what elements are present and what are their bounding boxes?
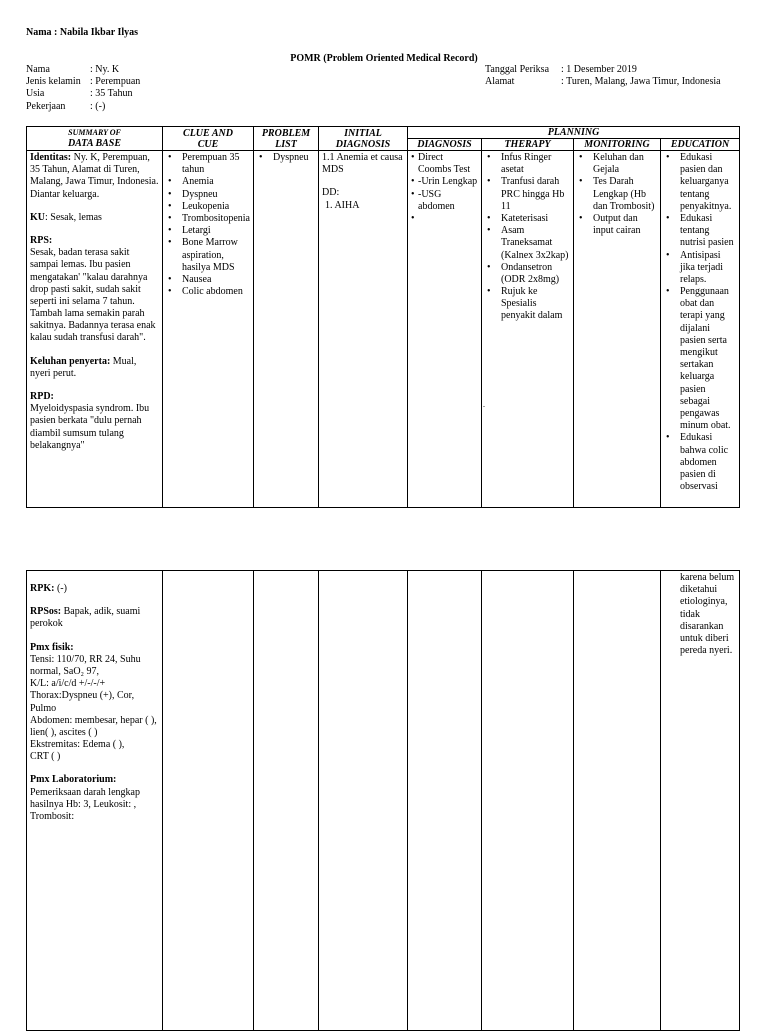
diagnosis-cell <box>408 151 482 508</box>
col-monitoring-header: MONITORING <box>574 139 661 151</box>
patient-identity <box>26 64 140 113</box>
clue-l1: CLUE AND <box>183 127 233 139</box>
col-education-header: EDUCATION <box>661 139 740 151</box>
rpk-text: (-) <box>54 583 67 594</box>
initial-diagnosis-cell-cont <box>319 571 408 1031</box>
col-problem-header <box>254 127 319 151</box>
dd-item: 1. AIHA <box>325 199 360 211</box>
initial-l1: INITIAL <box>344 127 382 139</box>
rpsos <box>30 606 159 630</box>
patient-age-row <box>26 88 140 100</box>
education-list <box>664 152 736 493</box>
value: : 35 Tahun <box>90 88 133 100</box>
rpk <box>30 583 159 595</box>
list-item: • Edukasi bahwa colic abdomen pasien di observasi <box>664 432 736 493</box>
stray-mark: . <box>483 400 485 409</box>
student-name: Nama : Nabila Ikbar Ilyas <box>26 27 139 38</box>
problem-list <box>257 152 315 164</box>
clue-l2: CUE <box>197 138 219 150</box>
value: : 1 Desember 2019 <box>561 64 637 75</box>
list-item: • Output dan input cairan <box>577 213 657 237</box>
list-item: • Direct Coombs Test <box>411 152 478 176</box>
col-summary-header <box>27 127 163 151</box>
monitoring-cell-cont <box>574 571 661 1031</box>
exam-date-row <box>485 64 721 76</box>
identitas-text: Ny. K, Perempuan, 35 Tahun, Alamat di Turen, Malang, Jawa Timur, Indonesia. Diantar keluarga. <box>30 152 159 200</box>
pmx-line: CRT ( ) <box>30 751 61 763</box>
exam-info <box>485 64 721 88</box>
list-item: • Tes Darah Lengkap (Hb dan Trombosit) <box>577 176 657 213</box>
rpsos-label: RPSos: <box>30 606 62 618</box>
education-cell-cont <box>661 571 740 1031</box>
document-title: POMR (Problem Oriented Medical Record) <box>290 53 478 64</box>
lab-text: Pemeriksaan darah lengkap hasilnya Hb: 3, Leukosit: , Trombosit: <box>30 786 140 822</box>
pmx-line: Ekstremitas: Edema ( ), <box>30 739 125 751</box>
list-item: • Infus Ringer asetat <box>485 152 570 176</box>
value: : (-) <box>90 100 106 112</box>
label: Usia <box>26 88 45 100</box>
problem-l2: LIST <box>275 138 297 150</box>
list-item: • Tranfusi darah PRC hingga Hb 11 <box>485 176 570 213</box>
address-row <box>485 76 721 88</box>
diagnosis-cell-cont <box>408 571 482 1031</box>
list-item: • Kateterisasi <box>485 213 570 225</box>
list-item: • -USG abdomen <box>411 189 478 213</box>
list-item: • Leukopenia <box>166 201 250 213</box>
pomr-table-page1 <box>26 126 740 508</box>
lab-label: Pmx Laboratorium: <box>30 774 117 786</box>
summary-big: DATA BASE <box>67 137 122 149</box>
identitas <box>30 152 159 201</box>
education-continued: karena belum diketahui etiologinya, tidak disarankan untuk diberi pereda nyeri. <box>680 572 735 657</box>
pmx-line: K/L: a/i/c/d +/-/-/+ <box>30 678 106 690</box>
value: : Ny. K <box>90 64 120 75</box>
list-item: • -Urin Lengkap <box>411 176 478 188</box>
keluhan-label: Keluhan penyerta: <box>30 355 111 367</box>
pmx-line: Abdomen: membesar, hepar ( ), lien( ), ascites ( ) <box>30 714 157 738</box>
initial-l2: DIAGNOSIS <box>335 138 391 150</box>
therapy-cell-cont <box>482 571 574 1031</box>
col-initial-header <box>319 127 408 151</box>
list-item: • Rujuk ke Spesialis penyakit dalam <box>485 286 570 323</box>
database-cell <box>27 151 163 508</box>
list-item: • Colic abdomen <box>166 286 250 298</box>
ku-text: : Sesak, lemas <box>45 211 102 223</box>
list-item: • Edukasi pasien dan keluarganya tentang penyakitnya. <box>664 152 736 213</box>
list-item: • Bone Marrow aspiration, hasilya MDS <box>166 237 250 274</box>
list-item: • Antisipasi jika terjadi relaps. <box>664 250 736 287</box>
label: Tanggal Periksa <box>485 64 550 75</box>
keluhan <box>30 356 159 380</box>
therapy-list <box>485 152 570 323</box>
dd-label: DD: <box>322 187 340 199</box>
list-item: • Perempuan 35 tahun <box>166 152 250 176</box>
list-item: • Keluhan dan Gejala <box>577 152 657 176</box>
label: Pekerjaan <box>26 100 66 112</box>
label: Nama <box>26 64 50 75</box>
rpsos-text: Bapak, adik, suami perokok <box>30 606 141 630</box>
list-item: • Asam Traneksamat (Kalnex 3x2kap) <box>485 225 570 262</box>
value: : Turen, Malang, Jawa Timur, Indonesia <box>561 76 721 88</box>
rpd-text: Myeloidyspasia syndrom. Ibu pasien berkata "dulu pernah diambil sumsum tulang belakangnya" <box>30 403 150 451</box>
pmx-line: Tensi: 110/70, RR 24, Suhu normal, SaO₂ 97, <box>30 653 141 677</box>
rps-text: Sesak, badan terasa sakit sampai lemas. Ibu pasien mengatakan' "kalau darahnya drop pasti sakit, sudah sakit seperti ini selama 7 tahun. Tambah lama semakin parah sakitnya. Badannya terasa enak kalau sudah transfusi darah". <box>30 247 156 344</box>
patient-name-row <box>26 64 140 76</box>
col-therapy-header: THERAPY <box>482 139 574 151</box>
list-item: • Trombositopenia <box>166 213 250 225</box>
list-item: • Dyspneu <box>166 189 250 201</box>
initial-diagnosis-cell <box>319 151 408 508</box>
patient-sex-row <box>26 76 140 88</box>
list-item: • Dyspneu <box>257 152 315 164</box>
patient-job-row <box>26 101 140 113</box>
list-item: • Nausea <box>166 274 250 286</box>
monitoring-cell <box>574 151 661 508</box>
pomr-table-page2 <box>26 570 740 1031</box>
clue-list <box>166 152 250 298</box>
ku <box>30 212 159 224</box>
rps-label: RPS: <box>30 234 53 246</box>
list-item: • Ondansetron (ODR 2x8mg) <box>485 262 570 286</box>
education-cell <box>661 151 740 508</box>
col-clue-header <box>163 127 254 151</box>
label: Jenis kelamin <box>26 76 81 88</box>
col-planning-header: PLANNING <box>408 127 740 139</box>
database-cell-cont <box>27 571 163 1031</box>
value: : Perempuan <box>90 76 141 88</box>
pmx-line: Thorax:Dyspneu (+), Cor, Pulmo <box>30 690 135 714</box>
label: Alamat <box>485 76 515 88</box>
therapy-cell <box>482 151 574 508</box>
initial-line1: 1.1 Anemia et causa MDS <box>322 152 403 176</box>
summary-small: SUMMARY OF <box>68 128 121 138</box>
problem-l1: PROBLEM <box>261 127 311 139</box>
problems-cell <box>254 151 319 508</box>
monitoring-list <box>577 152 657 237</box>
keluhan-text: Mual, nyeri perut. <box>30 355 137 379</box>
ku-label: KU <box>30 211 45 223</box>
clues-cell-cont <box>163 571 254 1031</box>
list-item: • Edukasi tentang nutrisi pasien <box>664 213 736 250</box>
rpd-label: RPD: <box>30 391 54 402</box>
list-item: • Anemia <box>166 176 250 188</box>
pmx-label: Pmx fisik: <box>30 641 74 653</box>
list-item: • Penggunaan obat dan terapi yang dijalani pasien serta mengikut sertakan keluarga pasien sebagai pengawas minum obat. <box>664 286 736 432</box>
col-diagnosis-header: DIAGNOSIS <box>408 139 482 151</box>
problems-cell-cont <box>254 571 319 1031</box>
identitas-label: Identitas: <box>30 152 72 163</box>
list-item: • Letargi <box>166 225 250 237</box>
clues-cell <box>163 151 254 508</box>
rpk-label: RPK: <box>30 583 55 594</box>
